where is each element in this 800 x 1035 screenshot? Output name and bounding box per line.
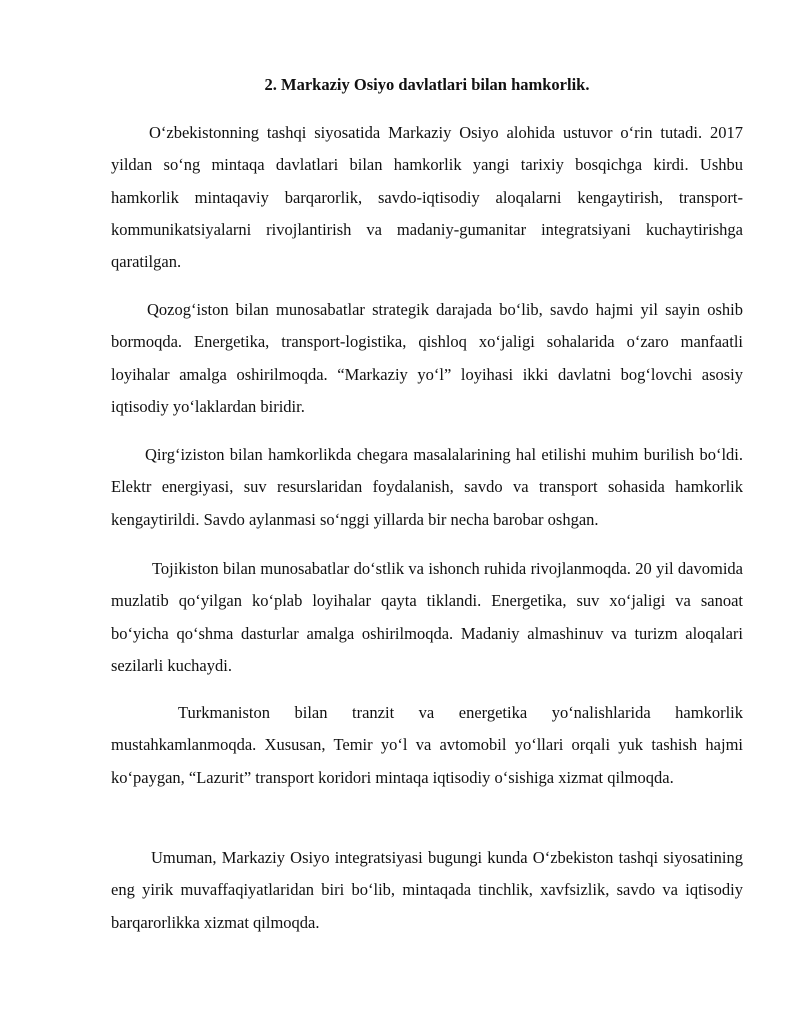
paragraph-kazakhstan: Qozog‘iston bilan munosabatlar strategik darajada bo‘lib, savdo hajmi yil sayin oshib bormoqda. Energetika, transport-logistika, qishloq xo‘jaligi sohalarida o‘zaro manfaatli loyihalar amalga oshirilmoqda. “Markaziy yo‘l” loyihasi ikki davlatni bog‘lovchi asosiy iqtisodiy yo‘laklardan biridir. [111,300,743,416]
paragraph-intro: O‘zbekistonning tashqi siyosatida Markaziy Osiyo alohida ustuvor o‘rin tutadi. 2017 yildan so‘ng mintaqa davlatlari bilan hamkorlik yangi tarixiy bosqichga kirdi. Ushbu hamkorlik mintaqaviy barqarorlik, savdo-iqtisodiy aloqalarni kengaytirish, transport-kommunikatsiyalarni rivojlantirish va madaniy-gumanitar integratsiyani kuchaytirishga qaratilgan. [111,123,743,272]
paragraph-kyrgyzstan: Qirg‘iziston bilan hamkorlikda chegara masalalarining hal etilishi muhim burilish bo‘ldi. Elektr energiyasi, suv resurslaridan foydalanish, savdo va transport sohasida hamkorlik kengaytirildi. Savdo aylanmasi so‘nggi yillarda bir necha barobar oshgan. [111,445,743,529]
paragraph-conclusion: Umuman, Markaziy Osiyo integratsiyasi bugungi kunda O‘zbekiston tashqi siyosatining eng yirik muvaffaqiyatlaridan biri bo‘lib, mintaqada tinchlik, xavfsizlik, savdo va iqtisodiy barqarorlikka xizmat qilmoqda. [111,848,743,932]
paragraph-turkmenistan: Turkmaniston bilan tranzit va energetika yo‘nalishlarida hamkorlik mustahkamlanmoqda. Xususan, Temir yo‘l va avtomobil yo‘llari orqali yuk tashish hajmi ko‘paygan, “Lazurit” transport koridori mintaqa iqtisodiy o‘sishiga xizmat qilmoqda. [111,703,743,787]
paragraph-tajikistan: Tojikiston bilan munosabatlar do‘stlik va ishonch ruhida rivojlanmoqda. 20 yil davomida muzlatib qo‘yilgan ko‘plab loyihalar qayta tiklandi. Energetika, suv xo‘jaligi va sanoat bo‘yicha qo‘shma dasturlar amalga oshirilmoqda. Madaniy almashinuv va turizm aloqalari sezilarli kuchaydi. [111,559,743,675]
section-title: 2. Markaziy Osiyo davlatlari bilan hamkorlik. [264,75,590,94]
